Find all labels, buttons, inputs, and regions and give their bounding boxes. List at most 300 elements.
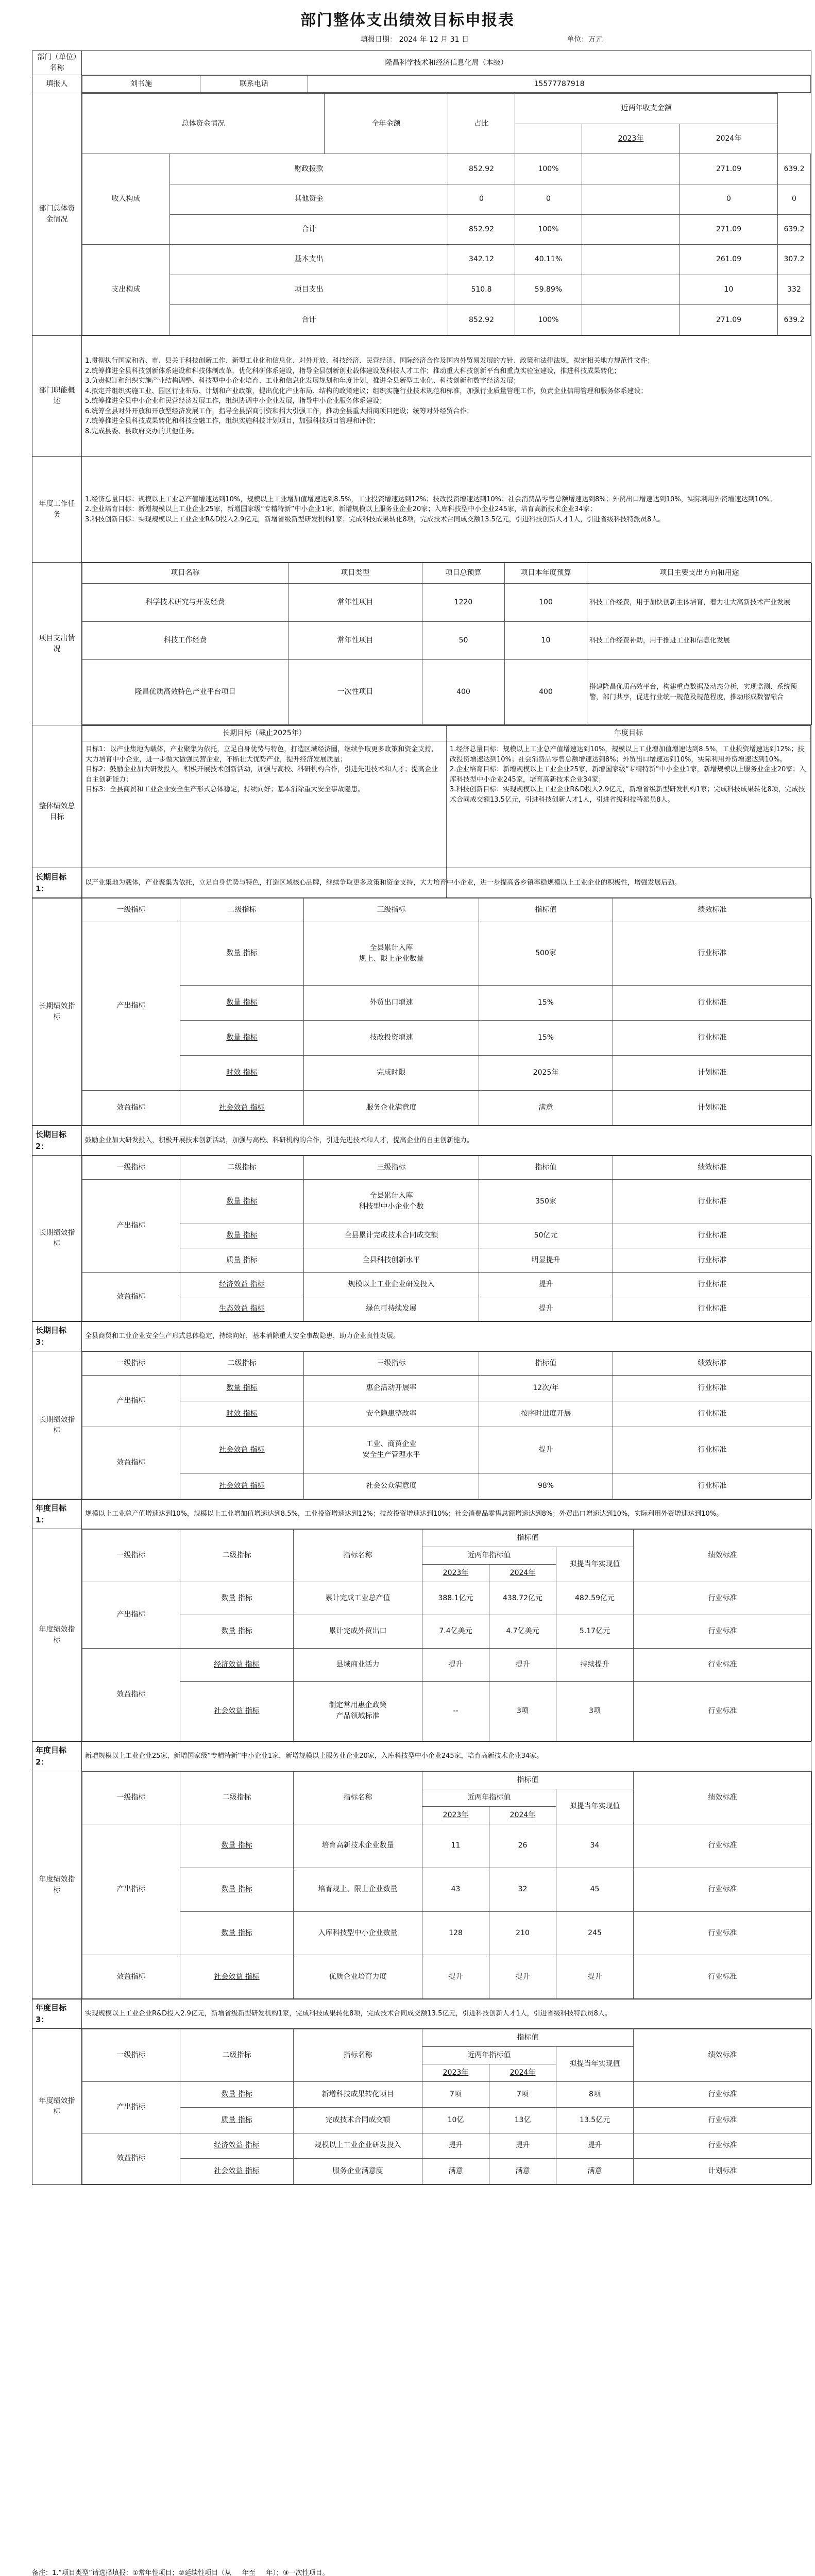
head-value: 指标值 — [479, 1352, 613, 1376]
unit-label: 单位：万元 — [567, 36, 603, 44]
head-recent: 近两年指标值 — [422, 2047, 556, 2064]
head-y2: 2024年 — [489, 2064, 556, 2082]
head-value: 指标值 — [479, 899, 613, 922]
funds-pct: 59.89% — [515, 275, 582, 305]
project-use: 科技工作经费，用于加快创新主体培育，着力壮大高新技术产业发展 — [587, 584, 812, 622]
funds-pct: 40.11% — [515, 245, 582, 275]
indicator-l1: 效益指标 — [82, 1648, 180, 1741]
project-budget: 400 — [422, 660, 505, 725]
funds-y1: 10 — [680, 275, 778, 305]
indicator-l2: 数量 指标 — [180, 922, 304, 986]
indicator-row — [82, 922, 812, 986]
long-goal-table — [32, 1125, 811, 1322]
long-indicator-label: 长期绩效指标 — [32, 1351, 82, 1500]
indicator-l3: 技改投资增速 — [304, 1020, 479, 1055]
report-table — [32, 50, 811, 899]
indicator-value: 12次/年 — [479, 1376, 613, 1401]
indicator-l2: 数量 指标 — [180, 1824, 294, 1868]
indicator-std: 行业标准 — [634, 1911, 812, 1955]
year-indicator-label: 年度绩效指标 — [32, 1771, 82, 1999]
indicator-plan: 满意 — [556, 2159, 634, 2184]
head-std: 绩效标准 — [613, 1156, 812, 1180]
project-year-budget: 10 — [505, 622, 587, 660]
indicator-l2: 数量 指标 — [180, 1582, 294, 1615]
indicator-std: 行业标准 — [634, 1615, 812, 1648]
head-value: 指标值 — [422, 2029, 634, 2047]
indicator-l2: 经济效益 指标 — [180, 2133, 294, 2159]
indicator-l1: 效益指标 — [82, 1090, 180, 1125]
indicator-y1: 7.4亿美元 — [422, 1615, 489, 1648]
head-l3: 指标名称 — [294, 2029, 422, 2082]
indicator-l3: 绿色可持续发展 — [304, 1297, 479, 1321]
indicator-std: 计划标准 — [613, 1090, 812, 1125]
indicator-std: 行业标准 — [634, 1582, 812, 1615]
indicator-plan: 提升 — [556, 2133, 634, 2159]
indicator-row — [82, 1615, 812, 1648]
phone-value: 15577787918 — [308, 76, 811, 93]
funds-row — [82, 275, 811, 305]
indicator-std: 行业标准 — [613, 1376, 812, 1401]
indicator-l1: 产出指标 — [82, 1376, 180, 1427]
indicator-std: 行业标准 — [613, 985, 812, 1020]
indicator-l1: 产出指标 — [82, 1180, 180, 1273]
indicator-y2: 3项 — [489, 1681, 556, 1741]
funds-pct: 0 — [515, 184, 582, 214]
long-indicator-table — [82, 898, 812, 1126]
page-title: 部门整体支出绩效目标申报表 — [300, 11, 515, 29]
indicator-value: 50亿元 — [479, 1224, 613, 1248]
project-row — [82, 660, 812, 725]
funds-gap — [582, 245, 680, 275]
duties-text: 1.贯彻执行国家和省、市、县关于科技创新工作、新型工业化和信息化、对外开放、科技经济、民营经济、国际经济合作及国内外贸易发展的方针、政策和法律法规，拟定相关地方规范性文件； 2.统筹推进全县科技创新体系建设和科技体制改革，优化科研体系建设，指导全县创新创业载体建设及科技人才工作；推动重大科技创新平台和重点实验室建设，推进科技成果转化； 3.负责拟订和组织实施产业结构调整、科技型中小企业培育、工业和信息化发展规划和年度计划，推进全县新型工业化、科技创新和数字经济发展； 4.拟定并组织实施工业、园区行业布局、计划和产业政策，提出优化产业布局、结构的政策建议；组织实施行业技术规范和标准，加强行业质量管理工作，负责企业信用管理和服务体系建设； 5.统筹推进全县中小企业和民营经济发展工作，组织协调中小企业发展，指导中小企业服务体系建设； 6.统筹全县对外开放和开放型经济发展工作，指导全县招商引资和招大引强工作，推动全县重大招商项目建设；统筹对外经贸合作； 7.统筹推进全县科技成果转化和科技金融工作，组织实施科技计划项目，加强科技项目管理和评价； 8.完成县委、县政府交办的其他任务。 — [82, 336, 811, 457]
funds-item-name: 其他资金 — [170, 184, 448, 214]
head-l2: 二级指标 — [180, 1352, 304, 1376]
year-goal-text: 规模以上工业总产值增速达到10%，规模以上工业增加值增速达到8.5%，工业投资增速达到12%；技改投资增速达到10%；社会消费品零售总额增速达到8%；外贸出口增速达到10%，实际利用外资增速达到10%。 — [82, 1499, 811, 1529]
indicator-y1: 提升 — [422, 2133, 489, 2159]
indicator-l3: 优质企业培育力度 — [294, 1955, 422, 1999]
head-y2: 2024年 — [489, 1565, 556, 1582]
long-goal-text: 以产业集地为载体，产业聚集为依托，立足自身优势与特色，打造区域核心品牌，继续争取更多政策和资金支持，大力培育中小企业，进一步提高各乡镇率稳规模以上工业企业的积极性，增强发展后劲。 — [82, 868, 811, 898]
project-row — [82, 622, 812, 660]
indicator-value: 提升 — [479, 1297, 613, 1321]
head-y1: 2023年 — [422, 1565, 489, 1582]
project-name: 隆昌优质高效特色产业平台项目 — [82, 660, 288, 725]
indicator-l3: 累计完成工业总产值 — [294, 1582, 422, 1615]
project-head-type: 项目类型 — [288, 563, 422, 584]
funds-item-name: 合计 — [170, 214, 448, 245]
indicator-row — [82, 985, 812, 1020]
funds-item-name: 合计 — [170, 305, 448, 335]
indicator-l3: 完成时限 — [304, 1055, 479, 1090]
indicator-l3: 县域商业活力 — [294, 1648, 422, 1681]
projects-table — [82, 563, 812, 725]
indicator-row — [82, 1681, 812, 1741]
year-indicator-table — [82, 2029, 812, 2184]
indicator-y1: 7项 — [422, 2082, 489, 2108]
year-term-text: 1.经济总量目标：规模以上工业总产值增速达到10%，规模以上工业增加值增速达到8.5%，工业投资增速达到12%；技改投资增速达到10%；社会消费品零售总额增速达到8%；外贸出口增速达到10%，实际利用外资增速达到10%。 2.企业培育目标：新增规模以上工业企业25家，新增国家级“专精特新”中小企业1家，新增规模以上服务业企业20家；入库科技型中小企业245家，培育高新技术企业34家； 3.科技创新目标：实现规模以上工业企业R&D投入2.9亿元，新增省级新型研发机构1家；完成科技成果转化8项，完成技术合同成交额13.5亿元，引进科技创新人才1人，引进省级科技特派员8人。 — [447, 741, 811, 898]
funds-y1: 261.09 — [680, 245, 778, 275]
indicator-std: 行业标准 — [613, 1427, 812, 1473]
indicator-value: 提升 — [479, 1273, 613, 1297]
head-l1: 一级指标 — [82, 899, 180, 922]
notes — [32, 2568, 810, 2576]
indicator-std: 行业标准 — [634, 1868, 812, 1911]
indicator-l3: 全县科技创新水平 — [304, 1248, 479, 1272]
project-use: 科技工作经费补助，用于推进工业和信息化发展 — [587, 622, 812, 660]
head-std: 绩效标准 — [634, 1530, 812, 1582]
head-std: 绩效标准 — [634, 1772, 812, 1824]
indicator-plan: 持续提升 — [556, 1648, 634, 1681]
indicator-y1: 11 — [422, 1824, 489, 1868]
indicator-value: 按序时进度开展 — [479, 1401, 613, 1427]
funds-head-pct: 占比 — [448, 94, 515, 154]
project-budget: 50 — [422, 622, 505, 660]
indicator-row — [82, 1955, 812, 1999]
indicator-row — [82, 2133, 812, 2159]
funds-pct: 100% — [515, 214, 582, 245]
indicator-row — [82, 1911, 812, 1955]
funds-head-y2: 2024年 — [680, 124, 778, 154]
indicator-row — [82, 1401, 812, 1427]
funds-gap — [582, 184, 680, 214]
indicator-l2: 生态效益 指标 — [180, 1297, 304, 1321]
project-head-use: 项目主要支出方向和用途 — [587, 563, 812, 584]
indicator-value: 2025年 — [479, 1055, 613, 1090]
indicator-y1: 满意 — [422, 2159, 489, 2184]
indicator-l3: 服务企业满意度 — [294, 2159, 422, 2184]
year-indicator-label: 年度绩效指标 — [32, 2029, 82, 2185]
indicator-l2: 社会效益 指标 — [180, 1681, 294, 1741]
indicator-std: 行业标准 — [613, 1020, 812, 1055]
indicator-l1: 产出指标 — [82, 2082, 180, 2133]
head-l3: 三级指标 — [304, 1156, 479, 1180]
indicator-std: 计划标准 — [613, 1055, 812, 1090]
funds-y2: 307.2 — [778, 245, 811, 275]
year-task-text: 1.经济总量目标：规模以上工业总产值增速达到10%，规模以上工业增加值增速达到8.5%，工业投资增速达到12%；技改投资增速达到10%；社会消费品零售总额增速达到8%；外贸出口增速达到10%，实际利用外资增速达到10%。 2.企业培育目标：新增规模以上工业企业25家，新增国家级“专精特新”中小企业1家，新增规模以上服务业企业20家；入库科技型中小企业245家，培育高新技术企业34家； 3.科技创新目标：实现规模以上工业企业R&D投入2.9亿元，新增省级新型研发机构1家；完成科技成果转化8项，完成技术合同成交额13.5亿元，引进科技创新人才1人，引进省级科技特派员8人。 — [82, 457, 811, 563]
long-indicator-cell — [82, 1351, 811, 1500]
year-term-head: 年度目标 — [447, 726, 811, 741]
long-indicator-table — [82, 1156, 812, 1321]
indicator-std: 行业标准 — [613, 1273, 812, 1297]
indicator-y2: 438.72亿元 — [489, 1582, 556, 1615]
indicator-std: 行业标准 — [613, 1180, 812, 1224]
head-l3: 指标名称 — [294, 1772, 422, 1824]
dept-name-label: 部门（单位）名称 — [32, 51, 82, 75]
indicator-y2: 提升 — [489, 1648, 556, 1681]
indicator-l3: 规模以上工业企业研发投入 — [304, 1273, 479, 1297]
indicator-plan: 5.17亿元 — [556, 1615, 634, 1648]
indicator-row — [82, 2159, 812, 2184]
indicator-l3: 培育规上、限上企业数量 — [294, 1868, 422, 1911]
indicator-l3: 安全隐患整改率 — [304, 1401, 479, 1427]
contact-label: 填报人 — [32, 75, 82, 93]
indicator-plan: 8项 — [556, 2082, 634, 2108]
indicator-value: 15% — [479, 1020, 613, 1055]
indicator-l2: 质量 指标 — [180, 2107, 294, 2133]
indicator-l2: 数量 指标 — [180, 985, 304, 1020]
indicator-std: 行业标准 — [634, 2133, 812, 2159]
year-indicator-label: 年度绩效指标 — [32, 1529, 82, 1742]
indicator-l1: 效益指标 — [82, 2133, 180, 2184]
projects-label: 项目支出情况 — [32, 563, 82, 725]
head-std: 绩效标准 — [613, 899, 812, 922]
duties-label: 部门职能概述 — [32, 336, 82, 457]
indicator-plan: 提升 — [556, 1955, 634, 1999]
indicator-y1: -- — [422, 1681, 489, 1741]
fill-date: 填报日期： 2024 年 12 月 31 日 — [361, 36, 469, 44]
expense-label: 支出构成 — [82, 245, 170, 335]
funds-section-label: 部门总体资金情况 — [32, 93, 82, 336]
indicator-y1: 提升 — [422, 1648, 489, 1681]
funds-item-name: 基本支出 — [170, 245, 448, 275]
indicator-l2: 时效 指标 — [180, 1401, 304, 1427]
project-name: 科技工作经费 — [82, 622, 288, 660]
indicator-value: 15% — [479, 985, 613, 1020]
indicator-l2: 数量 指标 — [180, 1868, 294, 1911]
indicator-plan: 245 — [556, 1911, 634, 1955]
indicator-row — [82, 1473, 812, 1499]
indicator-row — [82, 1020, 812, 1055]
indicator-row — [82, 1648, 812, 1681]
head-l1: 一级指标 — [82, 1530, 180, 1582]
indicator-row — [82, 1868, 812, 1911]
indicator-l2: 社会效益 指标 — [180, 1473, 304, 1499]
project-head-year: 项目本年度预算 — [505, 563, 587, 584]
indicator-row — [82, 1224, 812, 1248]
indicator-std: 行业标准 — [613, 1297, 812, 1321]
indicator-y1: 43 — [422, 1868, 489, 1911]
funds-table — [82, 93, 811, 335]
indicator-y2: 4.7亿美元 — [489, 1615, 556, 1648]
indicator-row — [82, 1376, 812, 1401]
long-goal-table — [32, 868, 811, 1126]
indicator-std: 行业标准 — [613, 1248, 812, 1272]
indicator-row — [82, 1055, 812, 1090]
indicator-l3: 全县累计入库 科技型中小企业个数 — [304, 1180, 479, 1224]
indicator-l3: 制定常用惠企政策 产品领域标准 — [294, 1681, 422, 1741]
indicator-value: 提升 — [479, 1427, 613, 1473]
indicator-l1: 产出指标 — [82, 1824, 180, 1955]
indicator-row — [82, 1427, 812, 1473]
long-indicator-cell — [82, 898, 811, 1126]
indicator-y2: 满意 — [489, 2159, 556, 2184]
project-head-name: 项目名称 — [82, 563, 288, 584]
dept-name-value: 隆昌科学技术和经济信息化局（本级） — [82, 51, 811, 75]
funds-pct: 100% — [515, 154, 582, 184]
long-goal-title: 长期目标2： — [32, 1126, 82, 1156]
indicator-row — [82, 1273, 812, 1297]
indicator-value: 满意 — [479, 1090, 613, 1125]
indicator-l1: 产出指标 — [82, 1582, 180, 1649]
indicator-y2: 13亿 — [489, 2107, 556, 2133]
funds-item-name: 财政拨款 — [170, 154, 448, 184]
project-type: 一次性项目 — [288, 660, 422, 725]
year-indicator-table — [82, 1529, 812, 1741]
funds-head-item: 总体资金情况 — [82, 94, 325, 154]
indicator-l2: 数量 指标 — [180, 1911, 294, 1955]
funds-y1: 271.09 — [680, 154, 778, 184]
funds-head-y1: 2023年 — [582, 124, 680, 154]
head-l2: 二级指标 — [180, 1772, 294, 1824]
indicator-std: 行业标准 — [613, 1224, 812, 1248]
indicator-l2: 数量 指标 — [180, 1224, 304, 1248]
head-l2: 二级指标 — [180, 899, 304, 922]
year-goal-text: 新增规模以上工业企业25家，新增国家级“专精特新”中小企业1家，新增规模以上服务业企业20家，入库科技型中小企业245家，培育高新技术企业34家。 — [82, 1741, 811, 1771]
year-goal-table — [32, 1499, 811, 1742]
year-goal-title: 年度目标1： — [32, 1499, 82, 1529]
project-budget: 1220 — [422, 584, 505, 622]
long-indicator-table — [82, 1351, 812, 1499]
indicator-plan: 13.5亿元 — [556, 2107, 634, 2133]
indicator-l2: 经济效益 指标 — [180, 1648, 294, 1681]
indicator-l2: 社会效益 指标 — [180, 1090, 304, 1125]
year-goal-title: 年度目标2： — [32, 1741, 82, 1771]
funds-head-total: 全年金额 — [325, 94, 448, 154]
indicator-value: 明显提升 — [479, 1248, 613, 1272]
head-l2: 二级指标 — [180, 1530, 294, 1582]
head-l1: 一级指标 — [82, 1352, 180, 1376]
head-l3: 三级指标 — [304, 899, 479, 922]
indicator-row — [82, 1180, 812, 1224]
indicator-l2: 社会效益 指标 — [180, 2159, 294, 2184]
long-term-text: 目标1：以产业集地为载体，产业聚集为依托，立足自身优势与特色，打造区域经济圈，继续争取更多政策和资金支持，大力培育中小企业，进一步做大做强民营企业，不断壮大优势产业，提升经济发展质量； 目标2：鼓励企业加大研发投入，积极开展技术创新活动，加强与高校、科研机构合作，引进先进技术和人才；提高企业自主创新能力； 目标3：全县商贸和工业企业安全生产形式总体稳定，持续向好；基本消除重大安全事故隐患。 — [82, 741, 447, 898]
project-row — [82, 584, 812, 622]
indicator-l1: 产出指标 — [82, 922, 180, 1091]
indicator-l2: 数量 指标 — [180, 2082, 294, 2108]
year-goal-table — [32, 1741, 811, 1999]
indicator-l3: 全县累计入库 规上、限上企业数量 — [304, 922, 479, 986]
head-recent: 近两年指标值 — [422, 1789, 556, 1807]
indicator-y2: 26 — [489, 1824, 556, 1868]
project-use: 搭建隆昌优质高效平台，构建重点数据及动态分析，实现监测、系统预警，部门共享，促进行业统一规范及规范程度，推动形成数智融合 — [587, 660, 812, 725]
funds-total: 342.12 — [448, 245, 515, 275]
long-goal-title: 长期目标3： — [32, 1321, 82, 1351]
funds-y1: 271.09 — [680, 305, 778, 335]
indicator-row — [82, 1248, 812, 1272]
indicator-value: 98% — [479, 1473, 613, 1499]
project-year-budget: 100 — [505, 584, 587, 622]
indicator-l3: 服务企业满意度 — [304, 1090, 479, 1125]
long-indicator-label: 长期绩效指标 — [32, 1156, 82, 1322]
indicator-std: 行业标准 — [634, 1824, 812, 1868]
funds-row — [82, 245, 811, 275]
funds-row — [82, 154, 811, 184]
year-task-label: 年度工作任务 — [32, 457, 82, 563]
head-y2: 2024年 — [489, 1807, 556, 1824]
head-std: 绩效标准 — [613, 1352, 812, 1376]
indicator-l2: 质量 指标 — [180, 1248, 304, 1272]
long-goal-table — [32, 1321, 811, 1500]
indicator-row — [82, 2107, 812, 2133]
long-goal-title: 长期目标1： — [32, 868, 82, 898]
funds-total: 510.8 — [448, 275, 515, 305]
indicator-l2: 数量 指标 — [180, 1615, 294, 1648]
indicator-l2: 社会效益 指标 — [180, 1427, 304, 1473]
head-l2: 二级指标 — [180, 2029, 294, 2082]
head-value: 指标值 — [422, 1772, 634, 1789]
indicator-l1: 效益指标 — [82, 1427, 180, 1499]
head-l1: 一级指标 — [82, 2029, 180, 2082]
indicator-l3: 惠企活动开展率 — [304, 1376, 479, 1401]
funds-head-gap — [515, 124, 582, 154]
indicator-row — [82, 1297, 812, 1321]
indicator-row — [82, 1582, 812, 1615]
head-recent: 近两年指标值 — [422, 1547, 556, 1565]
long-indicator-label: 长期绩效指标 — [32, 898, 82, 1126]
project-type: 常年性项目 — [288, 622, 422, 660]
indicator-row — [82, 1090, 812, 1125]
year-indicator-cell — [82, 1529, 811, 1742]
indicator-plan: 482.59亿元 — [556, 1582, 634, 1615]
funds-total: 0 — [448, 184, 515, 214]
indicator-y2: 7项 — [489, 2082, 556, 2108]
indicator-y1: 128 — [422, 1911, 489, 1955]
head-plan: 拟提当年实现值 — [556, 1547, 634, 1582]
indicator-y2: 提升 — [489, 2133, 556, 2159]
funds-row — [82, 214, 811, 245]
funds-y2: 332 — [778, 275, 811, 305]
indicator-l2: 经济效益 指标 — [180, 1273, 304, 1297]
income-label: 收入构成 — [82, 154, 170, 245]
head-y1: 2023年 — [422, 2064, 489, 2082]
indicator-l3: 培育高新技术企业数量 — [294, 1824, 422, 1868]
head-l1: 一级指标 — [82, 1772, 180, 1824]
head-std: 绩效标准 — [634, 2029, 812, 2082]
indicator-plan: 34 — [556, 1824, 634, 1868]
head-value: 指标值 — [422, 1530, 634, 1547]
year-indicator-table — [82, 1771, 812, 1999]
indicator-l3: 社会公众满意度 — [304, 1473, 479, 1499]
funds-y2: 639.2 — [778, 305, 811, 335]
indicator-plan: 3项 — [556, 1681, 634, 1741]
project-type: 常年性项目 — [288, 584, 422, 622]
note-line: 备注：1.“项目类型”请选择填报：①常年性项目；②延续性项目（从 年至 年）；③一次性项目。 — [32, 2569, 329, 2576]
long-term-head: 长期目标（截止2025年） — [82, 726, 447, 741]
indicator-l3: 外贸出口增速 — [304, 985, 479, 1020]
indicator-y1: 10亿 — [422, 2107, 489, 2133]
indicator-std: 行业标准 — [634, 1955, 812, 1999]
funds-gap — [582, 214, 680, 245]
funds-pct: 100% — [515, 305, 582, 335]
head-l1: 一级指标 — [82, 1156, 180, 1180]
long-indicator-cell — [82, 1156, 811, 1322]
indicator-y2: 32 — [489, 1868, 556, 1911]
funds-total: 852.92 — [448, 214, 515, 245]
indicator-std: 行业标准 — [613, 1401, 812, 1427]
indicator-y2: 提升 — [489, 1955, 556, 1999]
year-indicator-cell — [82, 2029, 811, 2185]
head-value: 指标值 — [479, 1156, 613, 1180]
project-year-budget: 400 — [505, 660, 587, 725]
funds-row — [82, 305, 811, 335]
long-goal-text: 鼓励企业加大研发投入，积极开展技术创新活动，加强与高校、科研机构的合作，引进先进技术和人才，提高企业的自主创新能力。 — [82, 1126, 811, 1156]
funds-item-name: 项目支出 — [170, 275, 448, 305]
indicator-l2: 数量 指标 — [180, 1376, 304, 1401]
indicator-std: 行业标准 — [634, 2107, 812, 2133]
indicator-l3: 新增科技成果转化项目 — [294, 2082, 422, 2108]
funds-head-recent: 近两年收支金额 — [515, 94, 778, 124]
funds-y2: 0 — [778, 184, 811, 214]
indicator-std: 行业标准 — [634, 1648, 812, 1681]
indicator-std: 行业标准 — [613, 1473, 812, 1499]
funds-total: 852.92 — [448, 305, 515, 335]
head-plan: 拟提当年实现值 — [556, 2047, 634, 2082]
indicator-l3: 规模以上工业企业研发投入 — [294, 2133, 422, 2159]
project-head-budget: 项目总预算 — [422, 563, 505, 584]
long-goal-text: 全县商贸和工业企业安全生产形式总体稳定，持续向好，基本消除重大安全事故隐患，助力企业良性发展。 — [82, 1321, 811, 1351]
indicator-y1: 388.1亿元 — [422, 1582, 489, 1615]
indicator-y1: 提升 — [422, 1955, 489, 1999]
